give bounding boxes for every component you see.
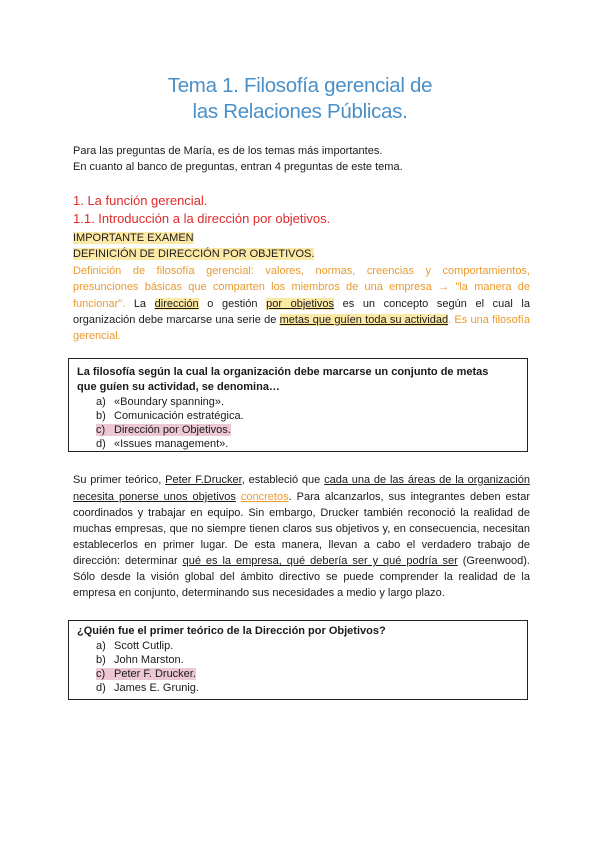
definition-line-1: Definición de filosofía gerencial: valores, normas, creencias y comportamientos, [73, 265, 530, 277]
definition-heading: DEFINICIÓN DE DIRECCIÓN POR OBJETIVOS. [73, 248, 315, 260]
subsection-heading: 1.1. Introducción a la dirección por objetivos. [73, 211, 331, 226]
paragraph-line-6: dirección: determinar qué es la empresa, qué debería ser y qué podría ser (Greenwood). [73, 555, 530, 567]
paragraph-line-8: empresa en conjunto, determinando sus necesidades a medio y largo plazo. [73, 587, 445, 599]
definition-line-4: organización debe marcarse una serie de metas que guíen toda su actividad. Es una filosofía [73, 314, 530, 326]
question-box-1 [68, 358, 528, 452]
question-box-2 [68, 620, 528, 700]
question-1-option-b: b) Comunicación estratégica. [96, 410, 244, 422]
definition-line-3: funcionar". La dirección o gestión por objetivos es un concepto según el cual la [73, 298, 530, 310]
page-title-line-1: Tema 1. Filosofía gerencial de [167, 74, 433, 97]
paragraph-line-3: coordinados y trabajar en equipo. Sin embargo, Drucker también reconoció la realidad de [73, 507, 530, 519]
important-exam-label: IMPORTANTE EXAMEN [73, 232, 194, 244]
question-1-option-a: a) «Boundary spanning». [96, 396, 225, 408]
intro-line-2: En cuanto al banco de preguntas, entran 4 preguntas de este tema. [73, 161, 403, 173]
question-2-option-a: a) Scott Cutlip. [96, 640, 174, 652]
question-2-text: ¿Quién fue el primer teórico de la Dirección por Objetivos? [77, 625, 386, 637]
definition-line-5: gerencial. [73, 330, 121, 342]
question-2-option-b: b) John Marston. [96, 654, 184, 666]
paragraph-line-7: Sólo desde la visión global del ámbito directivo se puede comprender la realidad de la [73, 571, 530, 583]
question-1-option-d: d) «Issues management». [96, 438, 229, 450]
question-2-option-c-correct: c) Peter F. Drucker. [96, 668, 196, 680]
question-2-option-d: d) James E. Grunig. [96, 682, 199, 694]
paragraph-line-5: establecerlos en primer lugar. De esta manera, llevan a cabo el verdadero trabajo de [73, 539, 530, 551]
paragraph-line-1: Su primer teórico, Peter F.Drucker, estableció que cada una de las áreas de la organización [73, 474, 530, 486]
definition-line-2: presunciones básicas que comparten los miembros de una empresa → "la manera de [73, 281, 530, 293]
question-1-option-c-correct: c) Dirección por Objetivos. [96, 424, 231, 436]
paragraph-line-2: necesita ponerse unos objetivos concretos. Para alcanzarlos, sus integrantes deben estar [73, 491, 530, 503]
page-title-line-2: las Relaciones Públicas. [192, 100, 408, 123]
question-1-text-line-1: La filosofía según la cual la organización debe marcarse un conjunto de metas [77, 366, 489, 378]
intro-line-1: Para las preguntas de María, es de los temas más importantes. [73, 145, 383, 157]
section-heading: 1. La función gerencial. [73, 193, 208, 208]
paragraph-line-4: muchas empresas, que no siempre tienen claros sus objetivos y, en consecuencia, necesitan [73, 523, 530, 535]
question-1-text-line-2: que guíen su actividad, se denomina… [77, 381, 280, 393]
